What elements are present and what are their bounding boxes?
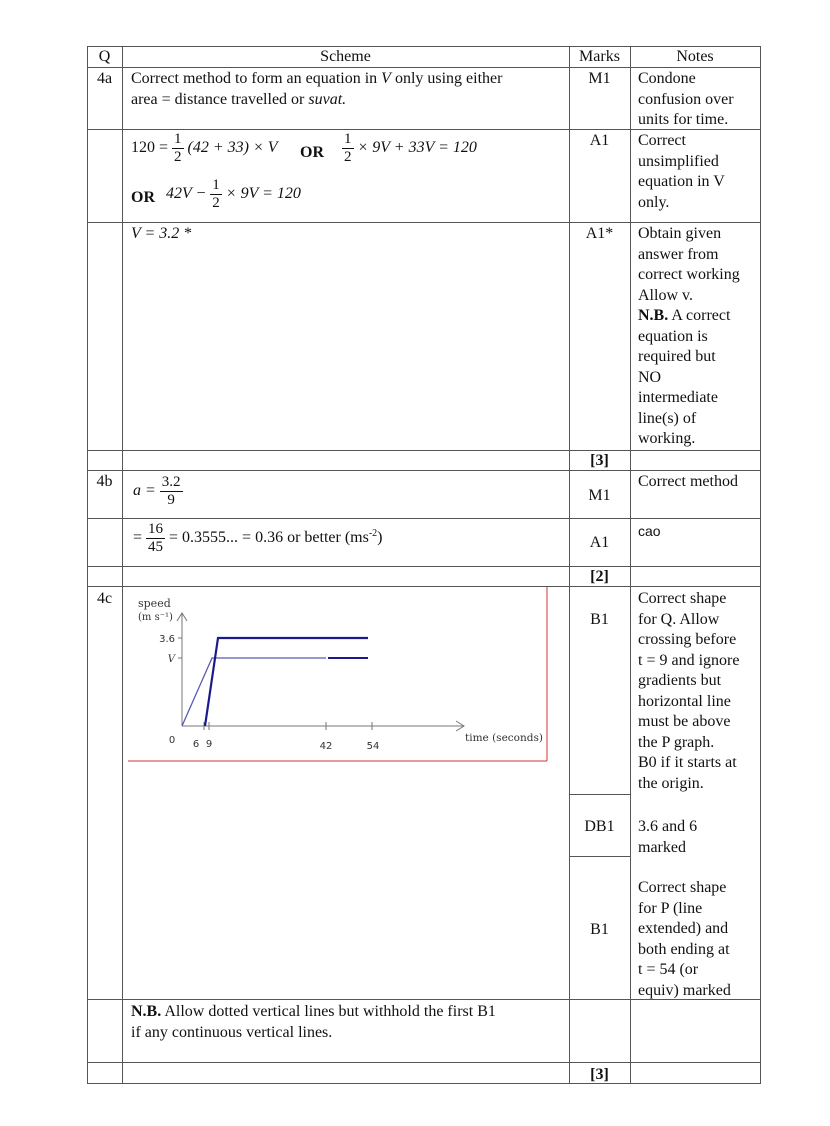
q4a-answer: V = 3.2 * (131, 225, 192, 242)
speed-time-graph (128, 587, 550, 763)
y-tick-label-3-6: 3.6 (159, 634, 175, 645)
q4a-mark-a1-star: A1* (585, 225, 614, 242)
q4b-notes-2: cao (638, 523, 661, 539)
q4a-equation-3: 42V − $\frac{1}{2}$ × 9V = 120 (166, 177, 301, 211)
graph-line-q (205, 638, 368, 726)
header-marks: Marks (579, 48, 620, 65)
q4c-mark-db1: DB1 (584, 818, 615, 835)
x-tick-label-6: 6 (192, 739, 200, 750)
q4b-equation-1: a = $\frac{3.2}{9}$ (133, 474, 181, 508)
y-tick-label-v: V (167, 654, 175, 665)
y-axis-label-1: speed (138, 597, 171, 610)
q4b-mark-m1: M1 (588, 487, 611, 504)
q4b-equation-2: = $\frac{16}{45}$ = 0.3555... = 0.36 or better $(ms^{-2})$ (133, 521, 383, 555)
q4c-mark-b1-q: B1 (590, 611, 609, 628)
header-scheme: Scheme (320, 48, 371, 65)
graph-line-p (182, 658, 326, 726)
q4c-nb-note: N.B. Allow dotted vertical lines but withhold the first B1 if any continuous vertical lines. (131, 1003, 496, 1041)
q4a-or-2: OR (131, 189, 155, 206)
q4b-notes-1: Correct method (638, 473, 738, 490)
q4c-notes-1: Correct shape for Q. Allow crossing before t = 9 and ignore gradients but horizontal line must be above the P graph. B0 if it starts at the origin. (638, 590, 740, 792)
x-axis-label: time (seconds) (465, 732, 543, 744)
q4a-method-text: Correct method to form an equation in V only using either area = distance travelled or suvat. (131, 70, 503, 108)
q4a-equation-2: $\frac{1}{2}$ × 9V + 33V = 120 (344, 131, 477, 165)
y-axis-label-2: (m s⁻¹) (138, 612, 173, 623)
q4a-mark-m1: M1 (588, 70, 611, 87)
question-label-4c: 4c (96, 590, 113, 607)
q4c-mark-b1-p: B1 (590, 921, 609, 938)
q4c-notes-3: Correct shape for P (line extended) and both ending at t = 54 (or equiv) marked (638, 879, 731, 999)
q4c-total: [3] (590, 1066, 609, 1083)
question-label-4a: 4a (96, 70, 113, 87)
origin-label: 0 (168, 735, 176, 746)
x-tick-label-54: 54 (366, 741, 380, 752)
q4c-notes-2: 3.6 and 6 marked (638, 818, 698, 856)
q4a-notes-3: Obtain given answer from correct working Allow v. N.B. A correct equation is required but NO intermediate line(s) of working. (638, 225, 740, 447)
header-notes: Notes (676, 48, 714, 65)
q4a-notes-1: Condone confusion over units for time. (638, 70, 734, 128)
q4b-mark-a1: A1 (589, 534, 610, 551)
q4a-or-1: OR (300, 144, 324, 161)
x-tick-label-42: 42 (319, 741, 333, 752)
q4a-notes-2: Correct unsimplified equation in V only. (638, 132, 725, 211)
q4b-total: [2] (590, 568, 609, 585)
q4a-total: [3] (590, 452, 609, 469)
q4a-mark-a1: A1 (589, 132, 610, 149)
header-q: Q (98, 48, 111, 65)
q4a-equation-1: 120 = $\frac{1}{2}$ (42 + 33) × V (131, 131, 278, 165)
x-tick-label-9: 9 (205, 739, 213, 750)
question-label-4b: 4b (96, 473, 113, 490)
